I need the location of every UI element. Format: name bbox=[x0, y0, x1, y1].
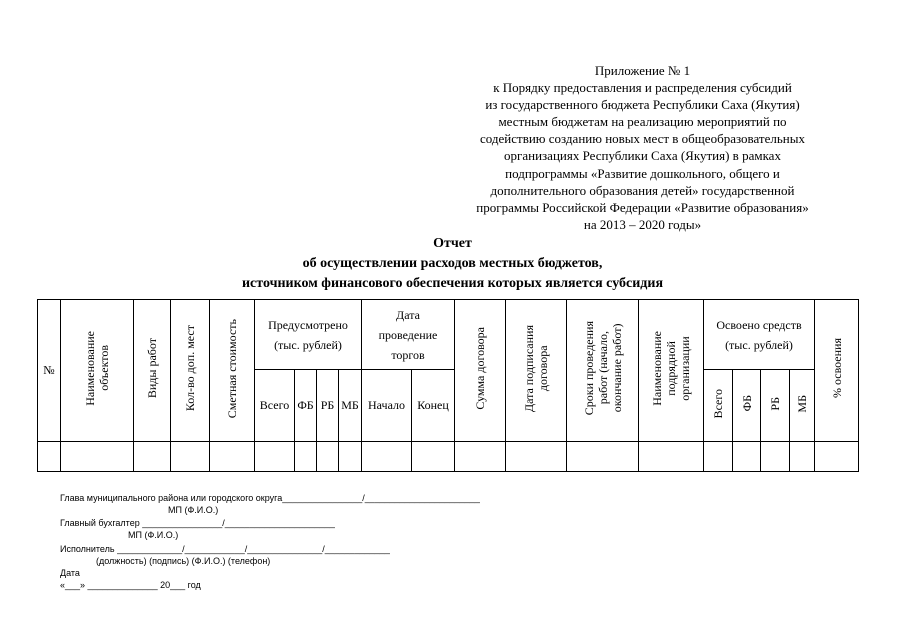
tender-start-header: Начало bbox=[362, 370, 412, 442]
planned-fb-header: ФБ bbox=[295, 370, 317, 442]
appendix-line: организациях Республики Саха (Якутия) в рамках bbox=[504, 148, 781, 164]
col-spent-header: Освоено средств (тыс. рублей) bbox=[704, 300, 815, 370]
appendix-header bbox=[420, 62, 865, 233]
appendix-line: из государственного бюджета Республики Саха (Якутия) bbox=[485, 97, 800, 113]
tender-end-header: Конец bbox=[412, 370, 455, 442]
table-cell bbox=[210, 442, 255, 472]
table-cell bbox=[317, 442, 339, 472]
table-cell bbox=[339, 442, 362, 472]
report-subtitle-2: источником финансового обеспечения которых является субсидия bbox=[241, 276, 664, 291]
col-work-period-header: Сроки проведения работ (начало, окончание работ) bbox=[567, 300, 639, 442]
appendix-line: подпрограммы «Развитие дошкольного, общего и bbox=[505, 165, 780, 181]
accountant-signature-caption: МП (Ф.И.О.) bbox=[128, 530, 179, 540]
col-contract-sum-header: Сумма договора bbox=[455, 300, 506, 442]
appendix-line: содействию созданию новых мест в общеобразовательных bbox=[480, 131, 805, 147]
planned-total-header: Всего bbox=[255, 370, 295, 442]
table-cell bbox=[295, 442, 317, 472]
table-cell bbox=[790, 442, 815, 472]
date-label: Дата bbox=[60, 568, 80, 578]
table-cell bbox=[733, 442, 761, 472]
col-tender-date-header: Дата проведение торгов bbox=[362, 300, 455, 370]
appendix-line: местным бюджетам на реализацию мероприятий по bbox=[498, 114, 787, 130]
table-cell bbox=[639, 442, 704, 472]
executor-signature-line: Исполнитель _____________/____________/_______________/_____________ bbox=[60, 544, 390, 554]
col-contractor-header: Наименование подрядной организации bbox=[639, 300, 704, 442]
table-cell bbox=[704, 442, 733, 472]
table-cell bbox=[506, 442, 567, 472]
head-signature-caption: МП (Ф.И.О.) bbox=[168, 505, 219, 515]
planned-rb-header: РБ bbox=[317, 370, 339, 442]
spent-rb-header: РБ bbox=[761, 370, 790, 442]
spent-fb-header: ФБ bbox=[733, 370, 761, 442]
table-cell bbox=[761, 442, 790, 472]
col-percent-header: % освоения bbox=[815, 300, 859, 442]
appendix-line: дополнительного образования детей» государственной bbox=[490, 182, 795, 198]
report-subtitle-1: об осуществлении расходов местных бюджетов, bbox=[302, 256, 603, 271]
spent-total-header: Всего bbox=[704, 370, 733, 442]
table-cell bbox=[815, 442, 859, 472]
col-places-count-header: Кол-во доп. мест bbox=[171, 300, 210, 442]
appendix-line: программы Российской Федерации «Развитие образования» bbox=[476, 199, 809, 215]
col-object-name-header: Наименование объектов bbox=[61, 300, 134, 442]
col-number-header: № bbox=[38, 300, 61, 442]
table-cell bbox=[567, 442, 639, 472]
planned-mb-header: МБ bbox=[339, 370, 362, 442]
col-planned-header: Предусмотрено (тыс. рублей) bbox=[255, 300, 362, 370]
col-estimated-cost-header: Сметная стоимость bbox=[210, 300, 255, 442]
table-cell bbox=[455, 442, 506, 472]
table-cell bbox=[255, 442, 295, 472]
table-cell bbox=[38, 442, 61, 472]
spent-mb-header: МБ bbox=[790, 370, 815, 442]
report-title: Отчет bbox=[433, 236, 472, 251]
table-cell bbox=[134, 442, 171, 472]
col-work-types-header: Виды работ bbox=[134, 300, 171, 442]
col-contract-date-header: Дата подписания договора bbox=[506, 300, 567, 442]
table-cell bbox=[61, 442, 134, 472]
accountant-signature-line: Главный бухгалтер ________________/______________________ bbox=[60, 518, 335, 528]
table-cell bbox=[362, 442, 412, 472]
table-cell bbox=[412, 442, 455, 472]
head-signature-line: Глава муниципального района или городского округа________________/_______________________ bbox=[60, 493, 480, 503]
appendix-line: на 2013 – 2020 годы» bbox=[583, 216, 702, 232]
table-row bbox=[38, 442, 859, 472]
date-line: «___» ______________ 20___ год bbox=[60, 580, 201, 590]
appendix-line: Приложение № 1 bbox=[594, 63, 691, 78]
executor-signature-caption: (должность) (подпись) (Ф.И.О.) (телефон) bbox=[96, 556, 271, 566]
report-table bbox=[37, 299, 859, 472]
table-cell bbox=[171, 442, 210, 472]
appendix-line: к Порядку предоставления и распределения субсидий bbox=[493, 80, 792, 96]
